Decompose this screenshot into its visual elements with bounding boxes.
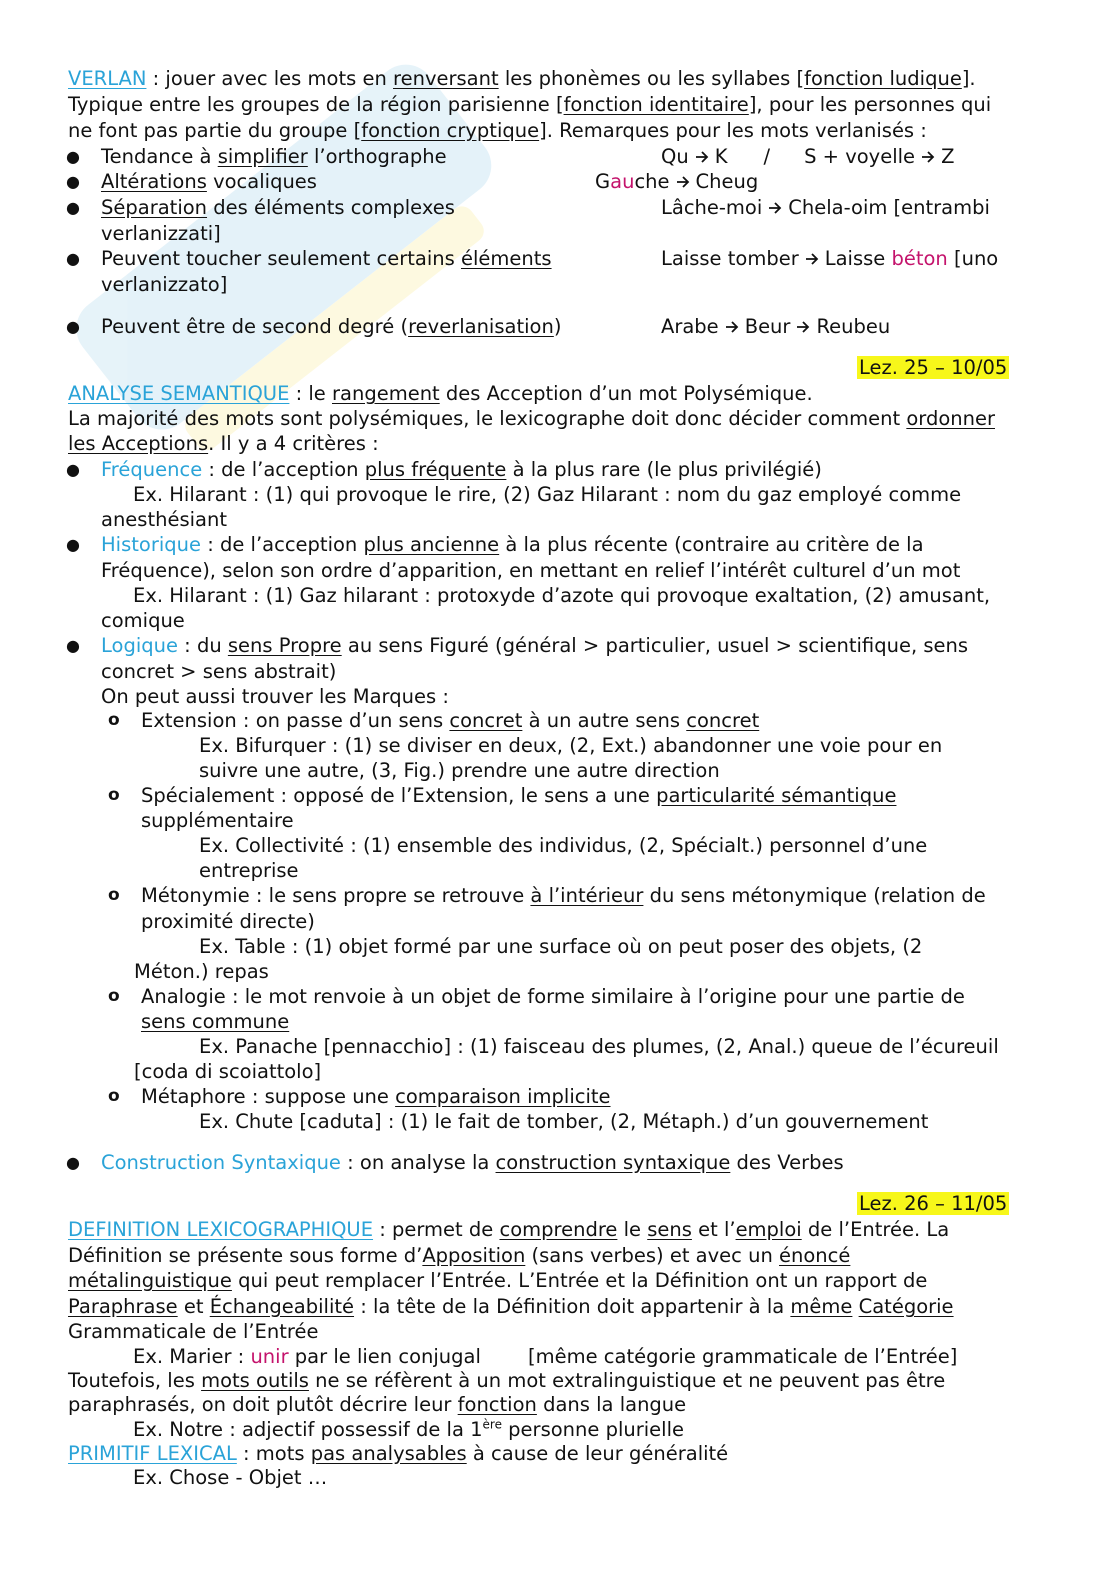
marque-analogie: Analogie : le mot renvoie à un objet de forme similaire à l’origine pour une partie de: [141, 985, 965, 1008]
criterion-construction: Construction Syntaxique : on analyse la construction syntaxique des Verbes: [101, 1151, 844, 1174]
bullet-icon: ●: [66, 535, 80, 554]
example-chose: Ex. Chose - Objet …: [133, 1466, 328, 1489]
verlan-item-4: Peuvent toucher seulement certains éléments: [101, 247, 552, 270]
verlan-item-3: Séparation des éléments complexes: [101, 196, 455, 219]
bullet-icon: ●: [66, 317, 80, 336]
primitif-term[interactable]: PRIMITIF LEXICAL: [68, 1442, 237, 1465]
example-text: entreprise: [199, 859, 299, 882]
example-text: suivre une autre, (3, Fig.) prendre une autre direction: [199, 759, 720, 782]
verlan-example-2: Gauche Cheug: [595, 170, 759, 193]
definition-line-5: Grammaticale de l’Entrée: [68, 1320, 319, 1343]
arrow-right-icon: [796, 320, 810, 334]
example-text: comique: [101, 609, 185, 632]
marque-metonymie-cont: proximité directe): [141, 910, 315, 933]
example-marier-note: [même catégorie grammaticale de l’Entrée]: [528, 1345, 958, 1368]
lesson-date-25: Lez. 25 – 10/05: [859, 356, 1008, 379]
arrow-right-icon: [921, 150, 935, 164]
sub-bullet-icon: o: [108, 885, 120, 905]
verlan-item-5: Peuvent être de second degré (reverlanisation): [101, 315, 562, 338]
definition-line-7: paraphrasés, on doit plutôt décrire leur fonction dans la langue: [68, 1393, 687, 1416]
arrow-right-icon: [695, 150, 709, 164]
definition-line-1: DEFINITION LEXICOGRAPHIQUE : permet de comprendre le sens et l’emploi de l’Entrée. La: [68, 1218, 950, 1241]
bullet-icon: ●: [66, 1153, 80, 1172]
verlan-item-2: Altérations vocaliques: [101, 170, 317, 193]
arrow-right-icon: [725, 320, 739, 334]
marque-analogie-cont: sens commune: [141, 1010, 290, 1033]
example-text: Ex. Table : (1) objet formé par une surface où on peut poser des objets, (2: [199, 935, 923, 958]
marques-intro: On peut aussi trouver les Marques :: [101, 685, 449, 708]
bullet-icon: ●: [66, 636, 80, 655]
verlan-example-4: Laisse tomber Laisse béton [uno: [661, 247, 999, 270]
sub-bullet-icon: o: [108, 1086, 120, 1106]
verlan-line-3: ne font pas partie du groupe [fonction cryptique]. Remarques pour les mots verlanisés :: [68, 119, 927, 142]
primitif-line-1: PRIMITIF LEXICAL : mots pas analysables à cause de leur généralité: [68, 1442, 729, 1465]
example-text: Ex. Chute [caduta] : (1) le fait de tomber, (2, Métaph.) d’un gouvernement: [199, 1110, 929, 1133]
example-text: anesthésiant: [101, 508, 227, 531]
definition-line-3: métalinguistique qui peut remplacer l’Entrée. L’Entrée et la Définition ont un rapport de: [68, 1269, 928, 1292]
verlan-example-1: Qu K / S + voyelle Z: [661, 145, 955, 168]
analyse-line-2: La majorité des mots sont polysémiques, le lexicographe doit donc décider comment ordonner: [68, 407, 995, 430]
definition-line-2: Définition se présente sous forme d’Apposition (sans verbes) et avec un énoncé: [68, 1244, 851, 1267]
sub-bullet-icon: o: [108, 710, 120, 730]
example-text: Ex. Panache [pennacchio] : (1) faisceau des plumes, (2, Anal.) queue de l’écureuil: [199, 1035, 999, 1058]
analyse-term[interactable]: ANALYSE SEMANTIQUE: [68, 382, 290, 405]
definition-line-6: Toutefois, les mots outils ne se réfèrent à un mot extralinguistique et ne peuvent pas être: [68, 1369, 946, 1392]
criterion-historique: Historique : de l’acception plus ancienne à la plus récente (contraire au critère de la: [101, 533, 924, 556]
example-text: Ex. Bifurquer : (1) se diviser en deux, (2, Ext.) abandonner une voie pour en: [199, 734, 943, 757]
marque-extension: Extension : on passe d’un sens concret à un autre sens concret: [141, 709, 760, 732]
marque-specialement-cont: supplémentaire: [141, 809, 294, 832]
example-text: Méton.) repas: [134, 960, 269, 983]
marque-metaphore: Métaphore : suppose une comparaison implicite: [141, 1085, 611, 1108]
bullet-icon: ●: [66, 198, 80, 217]
criterion-logique-cont: concret > sens abstrait): [101, 660, 337, 683]
verlan-item-4-cont: verlanizzato]: [101, 273, 228, 296]
criterion-logique: Logique : du sens Propre au sens Figuré (général > particulier, usuel > scientifique, sens: [101, 634, 969, 657]
criterion-frequence: Fréquence : de l’acception plus fréquente à la plus rare (le plus privilégié): [101, 458, 822, 481]
arrow-right-icon: [805, 252, 819, 266]
verlan-item-3-cont: verlanizzati]: [101, 222, 221, 245]
analyse-line-1: ANALYSE SEMANTIQUE : le rangement des Acception d’un mot Polysémique.: [68, 382, 813, 405]
bullet-icon: ●: [66, 460, 80, 479]
example-text: Ex. Collectivité : (1) ensemble des individus, (2, Spécialt.) personnel d’une: [199, 834, 928, 857]
analyse-line-3: les Acceptions. Il y a 4 critères :: [68, 432, 379, 455]
bullet-icon: ●: [66, 147, 80, 166]
verlan-line-2: Typique entre les groupes de la région parisienne [fonction identitaire], pour les personnes qui: [68, 93, 992, 116]
bullet-icon: ●: [66, 249, 80, 268]
lesson-date-26: Lez. 26 – 11/05: [859, 1192, 1008, 1215]
verlan-item-1: Tendance à simplifier l’orthographe: [101, 145, 447, 168]
example-marier: Ex. Marier : unir par le lien conjugal: [133, 1345, 481, 1368]
sub-bullet-icon: o: [108, 785, 120, 805]
bullet-icon: ●: [66, 172, 80, 191]
example-text: Ex. Hilarant : (1) qui provoque le rire, (2) Gaz Hilarant : nom du gaz employé comme: [133, 483, 962, 506]
verlan-term[interactable]: VERLAN: [68, 67, 147, 90]
criterion-historique-cont: Fréquence), selon son ordre d’apparition, en mettant en relief l’intérêt culturel d’un mot: [101, 559, 961, 582]
marque-metonymie: Métonymie : le sens propre se retrouve à l’intérieur du sens métonymique (relation de: [141, 884, 986, 907]
example-text: Ex. Hilarant : (1) Gaz hilarant : protoxyde d’azote qui provoque exaltation, (2) amusant,: [133, 584, 991, 607]
verlan-example-3: Lâche-moi Chela-oim [entrambi: [661, 196, 990, 219]
sub-bullet-icon: o: [108, 986, 120, 1006]
verlan-example-5: Arabe Beur Reubeu: [661, 315, 891, 338]
example-text: [coda di scoiattolo]: [134, 1060, 322, 1083]
arrow-right-icon: [676, 175, 690, 189]
example-notre: Ex. Notre : adjectif possessif de la 1ère personne plurielle: [133, 1417, 684, 1441]
definition-term[interactable]: DEFINITION LEXICOGRAPHIQUE: [68, 1218, 374, 1241]
marque-specialement: Spécialement : opposé de l’Extension, le sens a une particularité sémantique: [141, 784, 897, 807]
arrow-right-icon: [768, 201, 782, 215]
verlan-line-1: VERLAN : jouer avec les mots en renversant les phonèmes ou les syllabes [fonction ludique].: [68, 67, 976, 90]
definition-line-4: Paraphrase et Échangeabilité : la tête de la Définition doit appartenir à la même Catégorie: [68, 1295, 954, 1318]
